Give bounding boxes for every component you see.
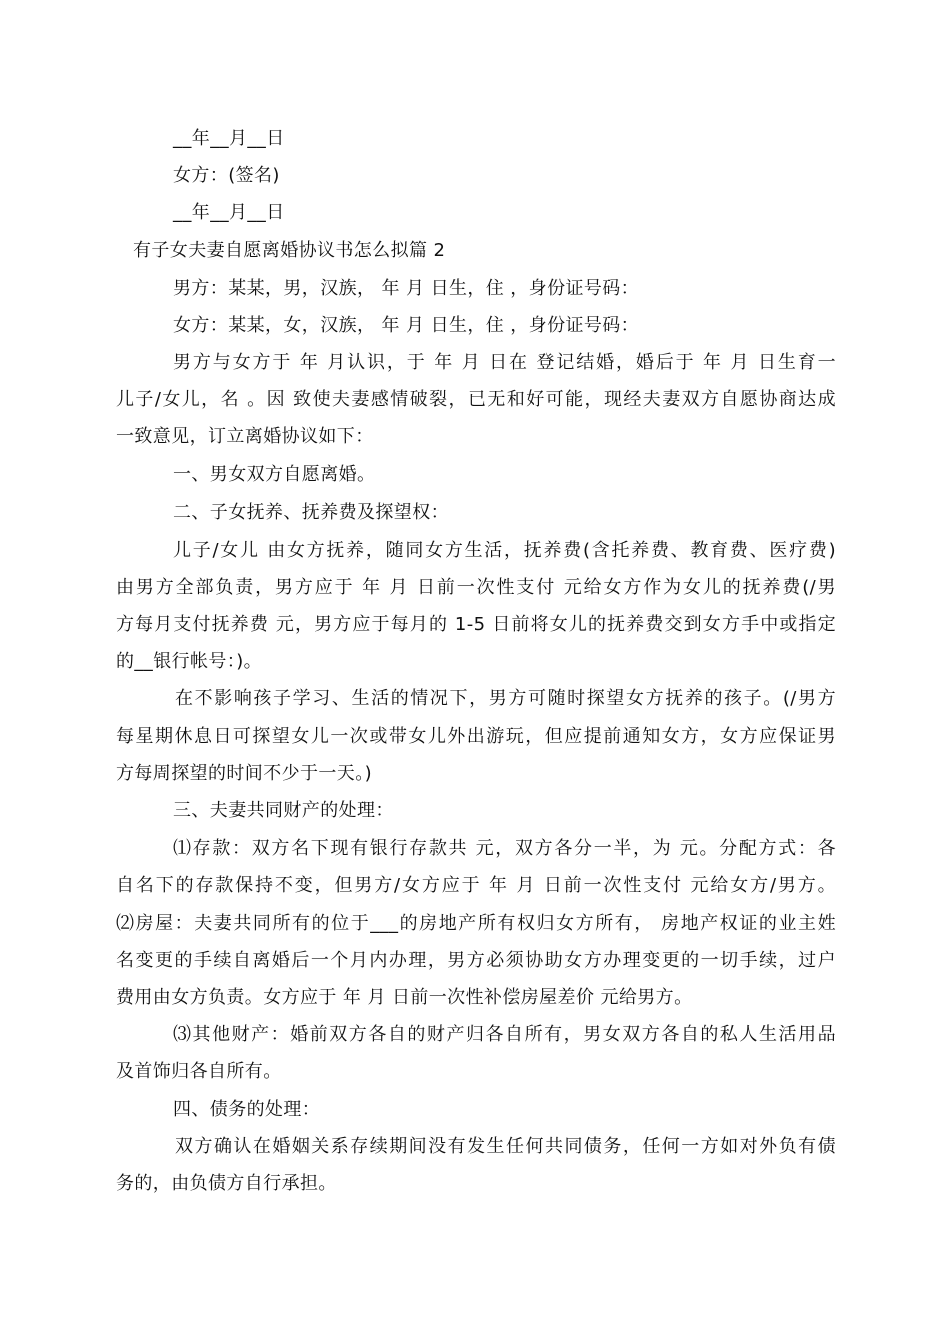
paragraph-line: 务的，由负债方自行承担。 (116, 1173, 337, 1194)
paragraph-line: 名变更的手续自离婚后一个月内办理，男方必须协助女方办理变更的一切手续，过户 (116, 950, 836, 971)
paragraph-line: 每星期休息日可探望女儿一次或带女儿外出游玩，但应提前通知女方，女方应保证男 (116, 726, 836, 747)
paragraph-line: 及首饰归各自所有。 (116, 1061, 282, 1082)
husband-info-line: 男方：某某，男，汉族， 年 月 日生，住 ，身份证号码： (173, 278, 640, 299)
paragraph-line: 在不影响孩子学习、生活的情况下，男方可随时探望女方抚养的孩子。(/男方 (175, 688, 836, 709)
paragraph-line: 儿子/女儿，名 。因 致使夫妻感情破裂，已无和好可能，现经夫妻双方自愿协商达成 (116, 389, 836, 410)
paragraph-line: 由男方全部负责，男方应于 年 月 日前一次性支付 元给女方作为女儿的抚养费(/男 (116, 577, 836, 598)
paragraph-line: 双方确认在婚姻关系存续期间没有发生任何共同债务，任何一方如对外负有债 (175, 1136, 836, 1157)
wife-info-line: 女方：某某，女，汉族， 年 月 日生，住 ，身份证号码： (173, 315, 640, 336)
paragraph-line: 方每周探望的时间不少于一天。) (116, 763, 373, 784)
clause-heading: 四、债务的处理： (173, 1099, 321, 1120)
section-title: 有子女夫妻自愿离婚协议书怎么拟篇 2 (133, 240, 446, 261)
paragraph-line: 费用由女方负责。女方应于 年 月 日前一次性补偿房屋差价 元给男方。 (116, 987, 693, 1008)
paragraph-line: 儿子/女儿 由女方抚养，随同女方生活，抚养费(含托养费、教育费、医疗费) (173, 540, 836, 561)
paragraph-line: ⑴存款：双方名下现有银行存款共 元，双方各分一半，为 元。分配方式：各 (173, 838, 836, 859)
paragraph-line: 一致意见，订立离婚协议如下： (116, 426, 374, 447)
clause-heading: 二、子女抚养、抚养费及探望权： (173, 502, 449, 523)
paragraph-line: 方每月支付抚养费 元，男方应于每月的 1-5 日前将女儿的抚养费交到女方手中或指定 (116, 614, 836, 635)
paragraph-line: ⑶其他财产：婚前双方各自的财产归各自所有，男女双方各自的私人生活用品 (173, 1024, 836, 1045)
paragraph-line: ⑵房屋：夫妻共同所有的位于___的房地产所有权归女方所有， 房地产权证的业主姓 (116, 913, 836, 934)
date-line: __年__月__日 (173, 128, 285, 149)
paragraph-line: 的__银行帐号：)。 (116, 651, 263, 672)
clause-heading: 三、夫妻共同财产的处理： (173, 800, 394, 821)
wife-signature-line: 女方：(签名) (173, 165, 280, 186)
paragraph-line: 男方与女方于 年 月认识，于 年 月 日在 登记结婚，婚后于 年 月 日生育一 (173, 352, 836, 373)
paragraph-line: 自名下的存款保持不变，但男方/女方应于 年 月 日前一次性支付 元给女方/男方。 (116, 875, 836, 896)
date-line: __年__月__日 (173, 202, 285, 223)
clause-heading: 一、男女双方自愿离婚。 (173, 464, 376, 485)
